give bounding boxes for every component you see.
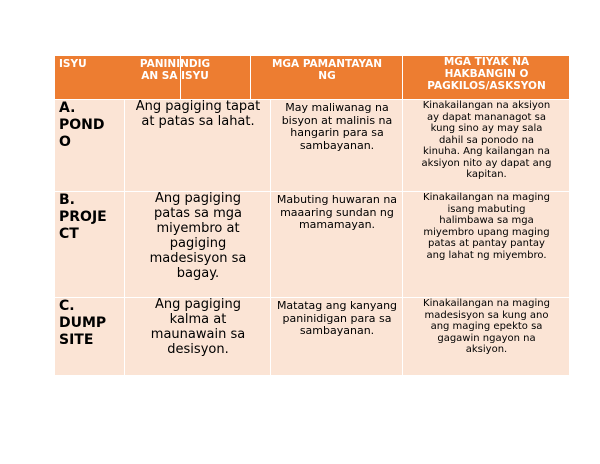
row-2-issue-cell <box>55 192 125 298</box>
row-1-issue-cell <box>55 100 125 192</box>
row-2-issue: B. PROJE CT <box>59 192 107 242</box>
row-3-criteria-cell <box>271 298 403 376</box>
header-actions-label: MGA TIYAK NA HAKBANGIN O PAGKILOS/ASKSYON <box>427 56 546 93</box>
row-3-criteria: Matatag ang kanyang paninidigan para sa sambayanan. <box>276 299 398 338</box>
row-2-actions: Kinakailangan na maging isang mabuting halimbawa sa mga miyembro upang maging patas at pantay pantay ang lahat ng miyembro. <box>423 192 550 261</box>
header-issue-label: ISYU <box>59 58 87 70</box>
header-stance-label: PANININDIG AN SA ISYU <box>139 58 211 83</box>
row-3-actions-cell <box>403 298 570 376</box>
row-3-issue-cell <box>55 298 125 376</box>
row-2-stance-cell <box>125 192 271 298</box>
row-1-issue: A. POND O <box>59 100 105 150</box>
row-1-criteria-cell <box>271 100 403 192</box>
row-2-stance: Ang pagiging patas sa mga miyembro at pagiging madesisyon sa bagay. <box>149 191 247 281</box>
row-2-actions-cell <box>403 192 570 298</box>
row-1-criteria: May maliwanag na bisyon at malinis na hangarin para sa sambayanan. <box>281 101 393 152</box>
header-cell-issue <box>55 56 211 100</box>
header-criteria-label: MGA PAMANTAYAN NG <box>271 58 383 83</box>
row-3-stance-cell <box>125 298 271 376</box>
row-1-actions-cell <box>403 100 570 192</box>
row-2-criteria-cell <box>271 192 403 298</box>
row-3-issue: C. DUMP SITE <box>59 298 107 348</box>
row-3-stance: Ang pagiging kalma at maunawain sa desisyon. <box>150 297 246 357</box>
row-1-stance: Ang pagiging tapat at patas sa lahat. <box>135 99 261 129</box>
row-2-criteria: Mabuting huwaran na maaaring sundan ng mamamayan. <box>276 193 398 232</box>
row-1-stance-cell <box>125 100 271 192</box>
header-cell-criteria <box>251 56 403 100</box>
row-3-actions: Kinakailangan na maging madesisyon sa kung ano ang maging epekto sa gagawin ngayon na aksiyon. <box>423 298 550 355</box>
issue-table <box>55 56 570 376</box>
row-1-actions: Kinakailangan na aksiyon ay dapat mananagot sa kung sino ay may sala dahil sa ponodo na kinuha. Ang kailangan na aksiyon nito ay dapat ang kapitan. <box>421 100 552 180</box>
header-cell-actions <box>403 56 570 100</box>
